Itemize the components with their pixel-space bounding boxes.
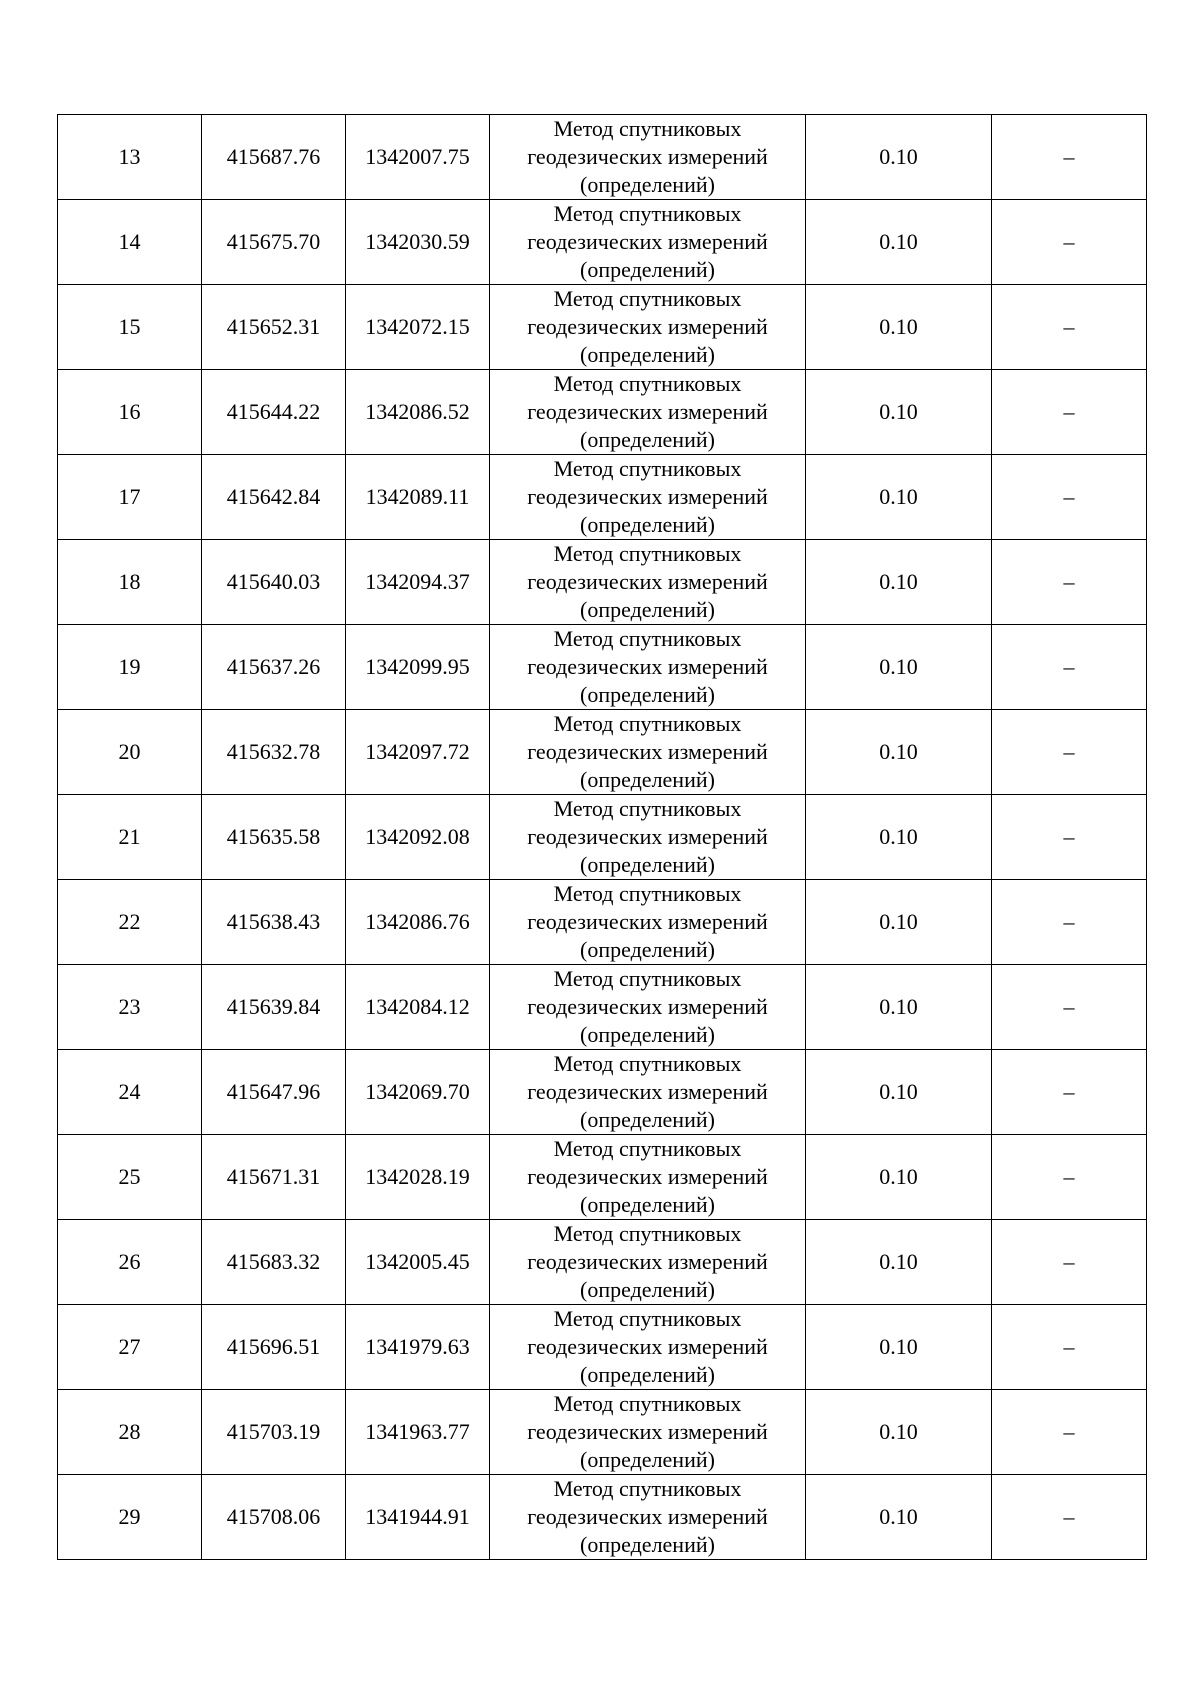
method-line: (определений) [580, 597, 715, 622]
method-line: Метод спутниковых [553, 626, 742, 651]
method-line: (определений) [580, 512, 715, 537]
note-cell: – [992, 710, 1147, 795]
method-cell [490, 1305, 806, 1390]
method-line: Метод спутниковых [553, 711, 742, 736]
accuracy-cell: 0.10 [806, 625, 992, 710]
y-coordinate-cell: 1342007.75 [346, 115, 490, 200]
x-coordinate-cell: 415637.26 [202, 625, 346, 710]
method-line: геодезических измерений [527, 399, 768, 424]
x-coordinate-cell: 415671.31 [202, 1135, 346, 1220]
method-line: Метод спутниковых [553, 1391, 742, 1416]
method-cell [490, 1475, 806, 1560]
y-coordinate-cell: 1342089.11 [346, 455, 490, 540]
method-line: (определений) [580, 427, 715, 452]
accuracy-cell: 0.10 [806, 1390, 992, 1475]
note-cell: – [992, 285, 1147, 370]
accuracy-cell: 0.10 [806, 370, 992, 455]
y-coordinate-cell: 1342005.45 [346, 1220, 490, 1305]
point-number-cell: 23 [58, 965, 202, 1050]
y-coordinate-cell: 1342069.70 [346, 1050, 490, 1135]
method-line: геодезических измерений [527, 1504, 768, 1529]
method-cell [490, 285, 806, 370]
accuracy-cell: 0.10 [806, 115, 992, 200]
accuracy-cell: 0.10 [806, 540, 992, 625]
method-line: (определений) [580, 937, 715, 962]
point-number-cell: 22 [58, 880, 202, 965]
method-line: Метод спутниковых [553, 1221, 742, 1246]
x-coordinate-cell: 415647.96 [202, 1050, 346, 1135]
table-row [58, 1135, 1147, 1220]
method-cell [490, 965, 806, 1050]
accuracy-cell: 0.10 [806, 710, 992, 795]
x-coordinate-cell: 415708.06 [202, 1475, 346, 1560]
method-line: геодезических измерений [527, 1164, 768, 1189]
method-line: (определений) [580, 1107, 715, 1132]
table-row [58, 1220, 1147, 1305]
method-cell [490, 880, 806, 965]
method-line: геодезических измерений [527, 569, 768, 594]
accuracy-cell: 0.10 [806, 880, 992, 965]
x-coordinate-cell: 415696.51 [202, 1305, 346, 1390]
method-line: Метод спутниковых [553, 966, 742, 991]
x-coordinate-cell: 415683.32 [202, 1220, 346, 1305]
coordinates-table [57, 114, 1147, 1560]
note-cell: – [992, 370, 1147, 455]
method-line: геодезических измерений [527, 1249, 768, 1274]
note-cell: – [992, 1220, 1147, 1305]
method-line: геодезических измерений [527, 824, 768, 849]
x-coordinate-cell: 415638.43 [202, 880, 346, 965]
accuracy-cell: 0.10 [806, 285, 992, 370]
method-line: геодезических измерений [527, 1334, 768, 1359]
method-line: Метод спутниковых [553, 1136, 742, 1161]
point-number-cell: 20 [58, 710, 202, 795]
accuracy-cell: 0.10 [806, 795, 992, 880]
x-coordinate-cell: 415652.31 [202, 285, 346, 370]
point-number-cell: 29 [58, 1475, 202, 1560]
note-cell: – [992, 795, 1147, 880]
x-coordinate-cell: 415703.19 [202, 1390, 346, 1475]
accuracy-cell: 0.10 [806, 1475, 992, 1560]
point-number-cell: 25 [58, 1135, 202, 1220]
accuracy-cell: 0.10 [806, 1220, 992, 1305]
point-number-cell: 17 [58, 455, 202, 540]
method-line: (определений) [580, 682, 715, 707]
method-line: Метод спутниковых [553, 1476, 742, 1501]
note-cell: – [992, 455, 1147, 540]
accuracy-cell: 0.10 [806, 965, 992, 1050]
method-line: Метод спутниковых [553, 796, 742, 821]
table-row [58, 540, 1147, 625]
method-line: геодезических измерений [527, 229, 768, 254]
x-coordinate-cell: 415640.03 [202, 540, 346, 625]
x-coordinate-cell: 415644.22 [202, 370, 346, 455]
method-cell [490, 370, 806, 455]
method-line: геодезических измерений [527, 1419, 768, 1444]
method-line: (определений) [580, 172, 715, 197]
method-line: Метод спутниковых [553, 1306, 742, 1331]
method-line: геодезических измерений [527, 909, 768, 934]
point-number-cell: 24 [58, 1050, 202, 1135]
table-row [58, 115, 1147, 200]
method-line: (определений) [580, 1447, 715, 1472]
method-line: Метод спутниковых [553, 1051, 742, 1076]
x-coordinate-cell: 415632.78 [202, 710, 346, 795]
y-coordinate-cell: 1341963.77 [346, 1390, 490, 1475]
point-number-cell: 13 [58, 115, 202, 200]
table-row [58, 1390, 1147, 1475]
method-line: (определений) [580, 1362, 715, 1387]
y-coordinate-cell: 1342086.76 [346, 880, 490, 965]
note-cell: – [992, 1050, 1147, 1135]
y-coordinate-cell: 1342030.59 [346, 200, 490, 285]
method-cell [490, 115, 806, 200]
point-number-cell: 21 [58, 795, 202, 880]
method-line: Метод спутниковых [553, 286, 742, 311]
method-line: геодезических измерений [527, 739, 768, 764]
method-line: геодезических измерений [527, 994, 768, 1019]
note-cell: – [992, 1305, 1147, 1390]
table-row [58, 370, 1147, 455]
table-row [58, 455, 1147, 540]
table-row [58, 285, 1147, 370]
y-coordinate-cell: 1342086.52 [346, 370, 490, 455]
method-line: геодезических измерений [527, 314, 768, 339]
point-number-cell: 19 [58, 625, 202, 710]
method-line: Метод спутниковых [553, 881, 742, 906]
y-coordinate-cell: 1342099.95 [346, 625, 490, 710]
note-cell: – [992, 1390, 1147, 1475]
method-cell [490, 1135, 806, 1220]
method-line: геодезических измерений [527, 654, 768, 679]
method-line: (определений) [580, 1532, 715, 1557]
point-number-cell: 16 [58, 370, 202, 455]
table-row [58, 1475, 1147, 1560]
note-cell: – [992, 880, 1147, 965]
method-cell [490, 540, 806, 625]
accuracy-cell: 0.10 [806, 455, 992, 540]
method-line: (определений) [580, 767, 715, 792]
note-cell: – [992, 540, 1147, 625]
accuracy-cell: 0.10 [806, 200, 992, 285]
method-line: геодезических измерений [527, 144, 768, 169]
method-line: Метод спутниковых [553, 456, 742, 481]
table-row [58, 880, 1147, 965]
note-cell: – [992, 1475, 1147, 1560]
y-coordinate-cell: 1342084.12 [346, 965, 490, 1050]
y-coordinate-cell: 1341944.91 [346, 1475, 490, 1560]
y-coordinate-cell: 1342094.37 [346, 540, 490, 625]
y-coordinate-cell: 1341979.63 [346, 1305, 490, 1390]
point-number-cell: 18 [58, 540, 202, 625]
method-line: геодезических измерений [527, 484, 768, 509]
method-cell [490, 1390, 806, 1475]
note-cell: – [992, 965, 1147, 1050]
method-line: Метод спутниковых [553, 201, 742, 226]
method-line: Метод спутниковых [553, 371, 742, 396]
note-cell: – [992, 115, 1147, 200]
y-coordinate-cell: 1342092.08 [346, 795, 490, 880]
method-line: (определений) [580, 257, 715, 282]
note-cell: – [992, 1135, 1147, 1220]
accuracy-cell: 0.10 [806, 1305, 992, 1390]
method-cell [490, 625, 806, 710]
method-cell [490, 795, 806, 880]
method-line: (определений) [580, 852, 715, 877]
table-row [58, 965, 1147, 1050]
table-row [58, 710, 1147, 795]
accuracy-cell: 0.10 [806, 1050, 992, 1135]
x-coordinate-cell: 415642.84 [202, 455, 346, 540]
note-cell: – [992, 200, 1147, 285]
method-line: (определений) [580, 1022, 715, 1047]
y-coordinate-cell: 1342028.19 [346, 1135, 490, 1220]
table-row [58, 1050, 1147, 1135]
method-cell [490, 710, 806, 795]
table-body [58, 115, 1147, 1560]
method-line: (определений) [580, 1277, 715, 1302]
method-line: геодезических измерений [527, 1079, 768, 1104]
method-line: (определений) [580, 1192, 715, 1217]
table-row [58, 200, 1147, 285]
method-line: Метод спутниковых [553, 116, 742, 141]
method-cell [490, 1050, 806, 1135]
y-coordinate-cell: 1342072.15 [346, 285, 490, 370]
x-coordinate-cell: 415635.58 [202, 795, 346, 880]
point-number-cell: 28 [58, 1390, 202, 1475]
note-cell: – [992, 625, 1147, 710]
x-coordinate-cell: 415639.84 [202, 965, 346, 1050]
table-row [58, 1305, 1147, 1390]
x-coordinate-cell: 415675.70 [202, 200, 346, 285]
method-cell [490, 1220, 806, 1305]
y-coordinate-cell: 1342097.72 [346, 710, 490, 795]
point-number-cell: 26 [58, 1220, 202, 1305]
method-cell [490, 200, 806, 285]
table-row [58, 625, 1147, 710]
method-line: Метод спутниковых [553, 541, 742, 566]
accuracy-cell: 0.10 [806, 1135, 992, 1220]
point-number-cell: 27 [58, 1305, 202, 1390]
x-coordinate-cell: 415687.76 [202, 115, 346, 200]
method-line: (определений) [580, 342, 715, 367]
point-number-cell: 14 [58, 200, 202, 285]
method-cell [490, 455, 806, 540]
table-row [58, 795, 1147, 880]
point-number-cell: 15 [58, 285, 202, 370]
